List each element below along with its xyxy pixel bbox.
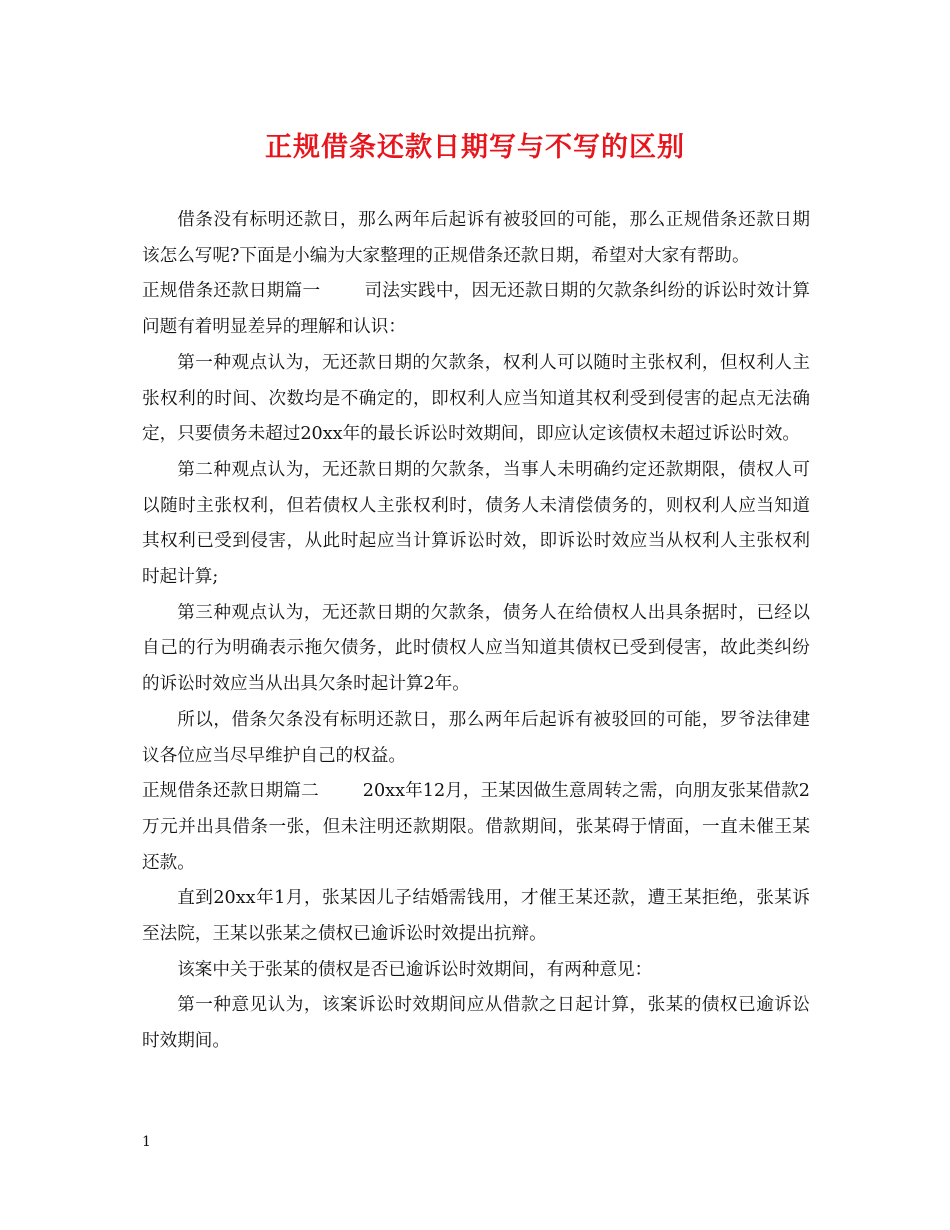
paragraph-conclusion: 所以，借条欠条没有标明还款日，那么两年后起诉有被驳回的可能，罗爷法律建议各位应当尽早维护自己的权益。 bbox=[142, 709, 810, 766]
paragraph-view-one: 第一种观点认为，无还款日期的欠款条，权利人可以随时主张权利，但权利人主张权利的时间、次数均是不确定的，即权利人应当知道其权利受到侵害的起点无法确定，只要债务未超过20xx年的最长诉讼时效期间，即应认定该债权未超过诉讼时效。 bbox=[142, 352, 810, 445]
paragraph-view-three: 第三种观点认为，无还款日期的欠款条，债务人在给债权人出具条据时，已经以自己的行为明确表示拖欠债务，此时债权人应当知道其债权已受到侵害，故此类纠纷的诉讼时效应当从出具欠条时起计算2年。 bbox=[142, 602, 810, 695]
document-title: 正规借条还款日期写与不写的区别 bbox=[265, 132, 685, 163]
paragraph-case-lawsuit: 直到20xx年1月，张某因儿子结婚需钱用，才催王某还款，遭王某拒绝，张某诉至法院，王某以张某之债权已逾诉讼时效提出抗辩。 bbox=[142, 888, 810, 945]
section-heading-two: 正规借条还款日期篇二 bbox=[142, 781, 319, 802]
paragraph-section-one bbox=[142, 274, 810, 345]
paragraph-view-two: 第二种观点认为，无还款日期的欠款条，当事人未明确约定还款期限，债权人可以随时主张权利，但若债权人主张权利时，债务人未清偿债务的，则权利人应当知道其权利已受到侵害，从此时起应当计算诉讼时效，即诉讼时效应当从权利人主张权利时起计算; bbox=[142, 459, 810, 588]
paragraph-section-two bbox=[142, 774, 810, 881]
paragraph-opinion-one: 第一种意见认为，该案诉讼时效期间应从借款之日起计算，张某的债权已逾诉讼时效期间。 bbox=[142, 995, 810, 1052]
paragraph-intro: 借条没有标明还款日，那么两年后起诉有被驳回的可能，那么正规借条还款日期该怎么写呢?下面是小编为大家整理的正规借条还款日期，希望对大家有帮助。 bbox=[142, 210, 810, 266]
paragraph-case-question: 该案中关于张某的债权是否已逾诉讼时效期间，有两种意见： bbox=[177, 959, 653, 980]
document-body bbox=[142, 203, 810, 1060]
page-number: 1 bbox=[142, 1134, 151, 1150]
section-two-text: 20xx年12月，王某因做生意周转之需，向朋友张某借款2万元并出具借条一张，但未注明还款期限。借款期间，张某碍于情面，一直未催王某还款。 bbox=[142, 781, 810, 873]
section-one-text: 司法实践中，因无还款日期的欠款条纠纷的诉讼时效计算问题有着明显差异的理解和认识： bbox=[142, 281, 810, 338]
section-heading-one: 正规借条还款日期篇一 bbox=[142, 281, 321, 302]
